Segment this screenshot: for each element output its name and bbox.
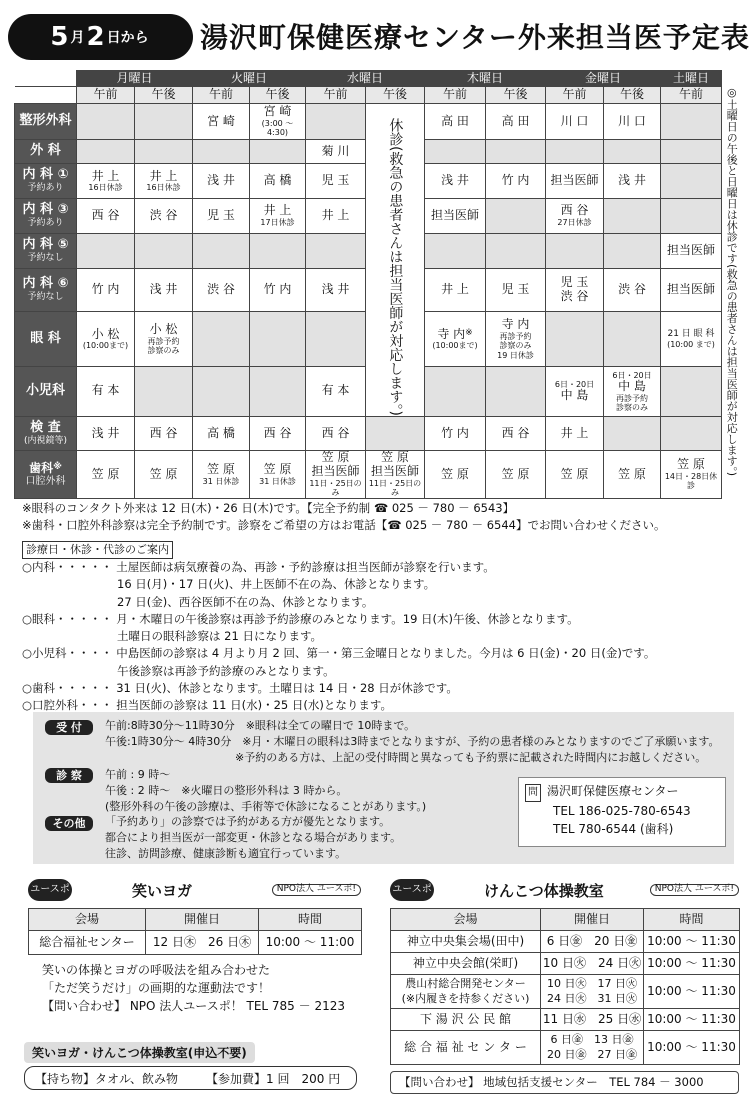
note-line: ※歯科・口腔外科診察は完全予約制です。診察をご希望の方はお電話【☎ 025 － 780 － 6544】でお問い合わせください。 [22, 518, 666, 533]
pm-label: 午後 [135, 87, 193, 104]
doctor-name: 渋 谷 [560, 288, 589, 303]
doctor-note: 診察のみ [616, 402, 648, 412]
doctor-name: 笠 原 [321, 450, 350, 465]
col-header: 時間 [644, 909, 740, 931]
cell-doctor: 浅 井 [604, 164, 661, 199]
cell-empty [306, 233, 366, 268]
time-cell: 10:00 ～ 11:30 [644, 953, 740, 975]
doctor-name: 宮 崎 [263, 104, 292, 119]
am-label: 午前 [661, 87, 722, 104]
table-row [391, 975, 740, 1009]
cell-empty [546, 233, 604, 268]
doctor-note: 14日・28日休診 [664, 472, 718, 491]
notes-section [22, 500, 665, 714]
doctor-note: 11日・25日のみ [368, 479, 422, 498]
cell-doctor: 西 谷 [250, 416, 306, 450]
cell-doctor: 笠 原 [425, 450, 486, 498]
shared-info-items [24, 1066, 357, 1090]
dept-naika1 [15, 164, 77, 199]
date-day: 2 [86, 22, 105, 52]
col-header: 開催日 [146, 909, 259, 931]
cell-doctor [661, 312, 722, 366]
note-item: 16 日(月)・17 日(火)、井上医師不在の為、休診となります。 [117, 577, 436, 592]
cell-doctor: 担当医師 [661, 268, 722, 312]
dept-label: 内 科 ⑤ [22, 237, 69, 253]
side-note: ◎土曜日の午後と日曜日は休診です(救急の患者さんは担当医師が対応します。) [725, 86, 739, 477]
note-item: 27 日(金)、西谷医師不在の為、休診となります。 [117, 594, 374, 609]
doctor-name: 21 日 眼 科 [667, 329, 715, 340]
doctor-name: 井 上 [91, 168, 120, 183]
dept-seikei: 整形外科 [15, 104, 77, 140]
doctor-name: 中 島 [618, 378, 646, 393]
header [8, 10, 750, 66]
am-label: 午前 [425, 87, 486, 104]
dept-shoni: 小児科 [15, 366, 77, 416]
dept-sublabel: 口腔外科 [25, 475, 66, 487]
cell-empty [193, 233, 250, 268]
dept-sublabel: 予約あり [27, 183, 64, 194]
cell-doctor [366, 450, 425, 498]
cell-doctor [250, 198, 306, 233]
dept-kensa [15, 416, 77, 450]
doctor-name: 笠 原 [677, 457, 705, 472]
cell-empty [366, 416, 425, 450]
cell-empty [77, 233, 135, 268]
doctor-name: 担当医師 [370, 464, 419, 479]
cell-doctor: 高 田 [486, 104, 546, 140]
cell-empty [77, 140, 135, 164]
note-item: ○眼科・・・・・ 月・木曜日の午後診察は再診予約診療のみとなります。19 日(木)午後、休診となります。 [22, 611, 579, 626]
cell-empty [661, 198, 722, 233]
cell-empty [661, 416, 722, 450]
cell-doctor [135, 312, 193, 366]
table-row [391, 953, 740, 975]
doctor-note: 診察のみ [147, 345, 180, 355]
cell-doctor: 笠 原 [486, 450, 546, 498]
sonota-text [105, 814, 401, 862]
kenkotsu-contact: 【問い合わせ】 地域包括支援センター TEL 784 － 3000 [390, 1071, 739, 1094]
am-label: 午前 [77, 87, 135, 104]
doctor-note: 11日・25日のみ [309, 479, 362, 498]
dept-label: 内 科 ① [22, 167, 69, 183]
cell-doctor: 浅 井 [306, 268, 366, 312]
yoga-table [28, 908, 362, 955]
shared-info-item: 【持ち物】タオル、飲み物 [35, 1072, 179, 1086]
dept-label: 歯科 [29, 460, 54, 475]
cell-doctor [546, 198, 604, 233]
day-monday: 月曜日 [77, 71, 193, 87]
cell-doctor: 竹 内 [486, 164, 546, 199]
cell-doctor: 児 玉 [193, 198, 250, 233]
yoga-section [28, 876, 361, 1015]
cell-doctor: 竹 内 [425, 416, 486, 450]
cell-empty [486, 233, 546, 268]
dept-naika5 [15, 233, 77, 268]
cell-doctor: 高 橋 [193, 416, 250, 450]
cell-doctor [250, 104, 306, 140]
yoga-title-bar [28, 876, 361, 904]
cell-doctor: 児 玉 [486, 268, 546, 312]
cell-doctor [306, 450, 366, 498]
cell-doctor: 浅 井 [77, 416, 135, 450]
doctor-note: 再診予約 [616, 393, 648, 403]
cell-doctor: 浅 井 [135, 268, 193, 312]
cell-empty [604, 198, 661, 233]
doctor-note: (3:00 ～ 4:30) [261, 119, 294, 138]
col-header: 時間 [259, 909, 362, 931]
doctor-name: 中 島 [560, 388, 589, 403]
time-cell: 10:00 ～ 11:30 [644, 1009, 740, 1031]
cell-empty [604, 312, 661, 366]
shinsatsu-text [105, 767, 426, 815]
reception-panel [33, 712, 734, 864]
doctor-name: 寺 内 [437, 326, 466, 341]
page-title: 湯沢町保健医療センター外来担当医予定表 [200, 21, 750, 54]
doctor-note: 再診予約 [147, 336, 180, 346]
dept-ganka: 眼 科 [15, 312, 77, 366]
pm-label: 午後 [366, 87, 425, 104]
date-badge [8, 14, 193, 60]
cell-doctor [546, 366, 604, 416]
doctor-note: (10:00まで) [432, 341, 478, 351]
cell-empty [250, 233, 306, 268]
wed-pm-closed [366, 104, 425, 417]
cell-doctor: 高 田 [425, 104, 486, 140]
date-month: 5 [50, 22, 69, 52]
dept-sublabel: 予約あり [27, 218, 64, 229]
cell-doctor: 井 上 [425, 268, 486, 312]
cell-doctor: 渋 谷 [135, 198, 193, 233]
cell-doctor [135, 164, 193, 199]
ampm-header-row [15, 87, 722, 104]
doctor-note: 6日・20日 [554, 379, 595, 389]
cell-doctor: 笠 原 [604, 450, 661, 498]
cell-empty [604, 416, 661, 450]
cell-doctor [486, 312, 546, 366]
cell-doctor: 担当医師 [425, 198, 486, 233]
cell-empty [604, 233, 661, 268]
row-kensa [15, 416, 722, 450]
cell-doctor: 西 谷 [135, 416, 193, 450]
note-item: ○内科・・・・・ 土屋医師は病気療養の為、再診・予約診療は担当医師が診察を行います。 [22, 560, 495, 574]
day-header-row [15, 71, 722, 87]
note-line: ※眼科のコンタクト外来は 12 日(木)・26 日(木)です。【完全予約制 ☎ 025 － 780 － 6543】 [22, 501, 515, 515]
doctor-note: 16日休診 [146, 183, 181, 193]
desc-line: 「ただ笑うだけ」の画期的な運動法です！ [42, 981, 271, 995]
cell-empty [486, 198, 546, 233]
day-tuesday: 火曜日 [193, 71, 306, 87]
col-header: 開催日 [541, 909, 644, 931]
dept-sublabel: 予約なし [27, 292, 64, 303]
shinsatsu-line: 午前 : 9 時～ [105, 768, 171, 781]
doctor-note: (10:00まで) [82, 341, 129, 351]
cell-doctor: 有 本 [77, 366, 135, 416]
cell-empty [425, 233, 486, 268]
yoga-description [28, 961, 361, 1015]
uketsuke-text [105, 718, 720, 766]
date-cell: 6 日㊎ 20 日㊎ [541, 931, 644, 953]
uketsuke-label: 受 付 [45, 720, 93, 735]
yoga-header-row [29, 909, 362, 931]
cell-empty [425, 140, 486, 164]
cell-doctor: 竹 内 [77, 268, 135, 312]
shinsatsu-label: 診 察 [45, 768, 93, 783]
wed-pm-note: 休診(救急の患者さんは担当医師が対応します。) [387, 118, 404, 416]
cell-empty [306, 312, 366, 366]
cell-doctor: 担当医師 [546, 164, 604, 199]
cell-doctor [661, 450, 722, 498]
cell-empty [135, 140, 193, 164]
day-friday: 金曜日 [546, 71, 661, 87]
date-cell: 12 日㊍ 26 日㊍ [146, 931, 259, 955]
cell-doctor [77, 164, 135, 199]
pm-label: 午後 [486, 87, 546, 104]
cell-doctor [425, 312, 486, 366]
row-seikei [15, 104, 722, 140]
cell-empty [193, 140, 250, 164]
cell-doctor: 児 玉 [306, 164, 366, 199]
cell-empty [486, 140, 546, 164]
sonota-line: 往診、訪問診療、健康診断も適宜行っています。 [105, 846, 347, 860]
cell-empty [486, 366, 546, 416]
date-month-unit: 月 [70, 30, 85, 46]
contact-tel: TEL 780-6544 (歯科) [553, 822, 674, 837]
cell-doctor [77, 312, 135, 366]
cell-doctor [546, 268, 604, 312]
doctor-note: 16日休診 [88, 183, 123, 193]
am-label: 午前 [546, 87, 604, 104]
desc-line: 【問い合わせ】 NPO 法人ユースポ！ TEL 785 － 2123 [42, 999, 345, 1013]
cell-doctor: 笠 原 [546, 450, 604, 498]
cell-empty [604, 140, 661, 164]
shared-info-title: 笑いヨガ・けんこつ体操教室(申込不要) [24, 1042, 255, 1063]
note-item: ○歯科・・・・・ 31 日(火)、休診となります。土曜日は 14 日・28 日が休診です。 [22, 680, 458, 695]
dept-label: 内 科 ③ [22, 202, 69, 218]
cell-doctor: 浅 井 [193, 164, 250, 199]
note-item: ○口腔外科・・・ 担当医師の診察は 11 日(水)・25 日(水)となります。 [22, 698, 392, 712]
cell-empty [661, 104, 722, 140]
dept-label: 検 査 [30, 419, 61, 435]
table-row [391, 1009, 740, 1031]
dept-label: 内 科 ⑥ [22, 276, 69, 292]
doctor-name: 西 谷 [560, 203, 589, 218]
contact-box [518, 777, 726, 847]
cell-doctor: 西 谷 [306, 416, 366, 450]
cell-doctor [604, 366, 661, 416]
doctor-name: 寺 内 [501, 317, 530, 332]
cell-doctor: 川 口 [604, 104, 661, 140]
cell-doctor: 川 口 [546, 104, 604, 140]
doctor-note: 6日・20日 [612, 370, 652, 380]
doctor-name: 児 玉 [560, 275, 589, 290]
cell-doctor: 西 谷 [77, 198, 135, 233]
contact-name: 湯沢町保健医療センター [547, 784, 679, 798]
doctor-name: 井 上 [149, 168, 178, 183]
cell-doctor: 浅 井 [425, 164, 486, 199]
cell-empty [135, 104, 193, 140]
venue-cell: 総 合 福 祉 セ ン タ ー [391, 1031, 541, 1065]
uketsuke-line: 午後:1時30分～ 4時30分 ※月・木曜日の眼科は3時までとなりますが、予約の患者様のみとなりますのでご了承願います。 [105, 734, 720, 748]
dept-sublabel: (内視鏡等) [23, 435, 68, 446]
time-cell: 10:00 ～ 11:30 [644, 975, 740, 1009]
cell-doctor [250, 450, 306, 498]
table-row [391, 931, 740, 953]
doctor-note: 31 日休診 [202, 476, 240, 486]
cell-empty [77, 104, 135, 140]
cell-empty [546, 140, 604, 164]
corner-cell [15, 87, 77, 104]
venue-cell: 神立中央会館(栄町) [391, 953, 541, 975]
am-label: 午前 [193, 87, 250, 104]
pm-label: 午後 [604, 87, 661, 104]
cell-doctor: 笠 原 [135, 450, 193, 498]
venue-cell: 下 湯 沢 公 民 館 [391, 1009, 541, 1031]
cell-doctor: 有 本 [306, 366, 366, 416]
shared-info-item: 【参加費】1 回 200 円 [206, 1072, 341, 1086]
note-item: 午後診察は再診予約診療のみとなります。 [117, 663, 335, 678]
kenkotsu-title-bar [390, 876, 739, 904]
notes-heading: 診療日・休診・代診のご案内 [22, 541, 173, 560]
cell-empty [425, 366, 486, 416]
time-cell: 10:00 ～ 11:00 [259, 931, 362, 955]
note-item: ○小児科・・・・ 中島医師の診察は 4 月より月 2 回、第一・第三金曜日となりました。今月は 6 日(金)・20 日(金)です。 [22, 646, 656, 661]
uketsuke-line: 午前:8時30分～11時30分 ※眼科は全ての曜日で 10時まで。 [105, 719, 416, 732]
npo-badge: NPO法人 ユースポ! [272, 884, 361, 896]
time-cell: 10:00 ～ 11:30 [644, 931, 740, 953]
kenkotsu-section [390, 876, 739, 1094]
logo-icon: ユースポ [390, 879, 434, 901]
cell-doctor: 菊 川 [306, 140, 366, 164]
desc-line: 笑いの体操とヨガの呼吸法を組み合わせた [42, 963, 271, 977]
note-item: 土曜日の眼科診察は 21 日になります。 [117, 629, 323, 643]
cell-doctor: 担当医師 [661, 233, 722, 268]
doctor-note: 再診予約 [499, 332, 532, 342]
date-cell: 10 日㊋ 24 日㊋ [541, 953, 644, 975]
pm-label: 午後 [250, 87, 306, 104]
doctor-note: 17日休診 [260, 218, 295, 228]
cell-empty [250, 366, 306, 416]
cell-empty [546, 312, 604, 366]
dept-naika3 [15, 198, 77, 233]
contact-tel: TEL 186-025-780-6543 [553, 803, 691, 818]
date-cell: 10 日㊋ 17 日㊋ 24 日㊋ 31 日㊋ [541, 975, 644, 1009]
dept-naika6 [15, 268, 77, 312]
row-shika [15, 450, 722, 498]
time-cell: 10:00 ～ 11:30 [644, 1031, 740, 1065]
doctor-name: 小 松 [91, 326, 120, 341]
cell-doctor [193, 450, 250, 498]
cell-doctor: 西 谷 [486, 416, 546, 450]
dept-mark: ※ [53, 461, 62, 472]
doctor-note: (10:00 まで) [667, 339, 715, 349]
doctor-note: 診察のみ [499, 341, 532, 351]
doctor-name: 笠 原 [381, 450, 409, 465]
table-row [391, 1031, 740, 1065]
venue-cell: 総合福祉センター [29, 931, 146, 955]
corner-cell [15, 71, 77, 87]
cell-empty [250, 312, 306, 366]
doctor-note: 31 日休診 [259, 476, 296, 486]
venue-cell: 農山村総合開発センター (※内履きを持参ください) [391, 975, 541, 1009]
cell-empty [135, 366, 193, 416]
sonota-line: 「予約あり」の診察では予約がある方が優先となります。 [105, 815, 391, 828]
sonota-line: 都合により担当医が一部変更・休診となる場合があります。 [105, 830, 402, 844]
yoga-title: 笑いヨガ [132, 881, 193, 900]
question-icon: 問 [525, 784, 541, 802]
shinsatsu-line: 午後 : 2 時～ ※火曜日の整形外科は 3 時から。 [105, 783, 348, 797]
cell-doctor: 井 上 [306, 198, 366, 233]
kenkotsu-table [390, 908, 740, 1065]
cell-doctor: 渋 谷 [604, 268, 661, 312]
doctor-name: 笠 原 [263, 461, 292, 476]
cell-empty [193, 366, 250, 416]
doctor-mark: ※ [465, 327, 473, 338]
shared-info-box [24, 1042, 357, 1090]
date-cell: 6 日㊎ 13 日㊎ 20 日㊎ 27 日㊎ [541, 1031, 644, 1065]
table-row [29, 931, 362, 955]
cell-doctor: 竹 内 [250, 268, 306, 312]
cell-empty [135, 233, 193, 268]
cell-doctor: 高 橋 [250, 164, 306, 199]
logo-icon: ユースポ [28, 879, 72, 901]
schedule-table [14, 70, 722, 499]
col-header: 会場 [29, 909, 146, 931]
cell-doctor: 笠 原 [77, 450, 135, 498]
venue-cell: 神立中央集会場(田中) [391, 931, 541, 953]
doctor-name: 担当医師 [311, 464, 360, 479]
day-thursday: 木曜日 [425, 71, 546, 87]
day-saturday: 土曜日 [661, 71, 722, 87]
doctor-note: 19 日休診 [497, 350, 534, 360]
date-day-unit: 日から [106, 30, 149, 46]
cell-doctor: 宮 崎 [193, 104, 250, 140]
am-label: 午前 [306, 87, 366, 104]
shinsatsu-line: (整形外科の午後の診療は、手術等で休診になることがあります。) [105, 799, 427, 813]
cell-empty [661, 140, 722, 164]
dept-geka: 外 科 [15, 140, 77, 164]
doctor-name: 小 松 [149, 321, 178, 336]
cell-empty [306, 104, 366, 140]
doctor-note: 27日休診 [557, 218, 592, 228]
dept-sublabel: 予約なし [27, 253, 64, 264]
uketsuke-line: ※予約のある方は、上記の受付時間と異なっても予約票に記載された時間内にお越しください。 [235, 750, 707, 764]
cell-doctor: 井 上 [546, 416, 604, 450]
cell-empty [250, 140, 306, 164]
doctor-name: 笠 原 [207, 461, 235, 476]
doctor-name: 井 上 [263, 203, 292, 218]
cell-doctor: 渋 谷 [193, 268, 250, 312]
date-cell: 11 日㊌ 25 日㊌ [541, 1009, 644, 1031]
kenkotsu-title: けんこつ体操教室 [484, 881, 604, 900]
dept-shika [15, 450, 77, 498]
sonota-label: その他 [45, 816, 93, 831]
cell-empty [661, 164, 722, 199]
col-header: 会場 [391, 909, 541, 931]
day-wednesday: 水曜日 [306, 71, 425, 87]
kenkotsu-header-row [391, 909, 740, 931]
cell-empty [193, 312, 250, 366]
cell-empty [661, 366, 722, 416]
npo-badge: NPO法人 ユースポ! [650, 884, 739, 896]
